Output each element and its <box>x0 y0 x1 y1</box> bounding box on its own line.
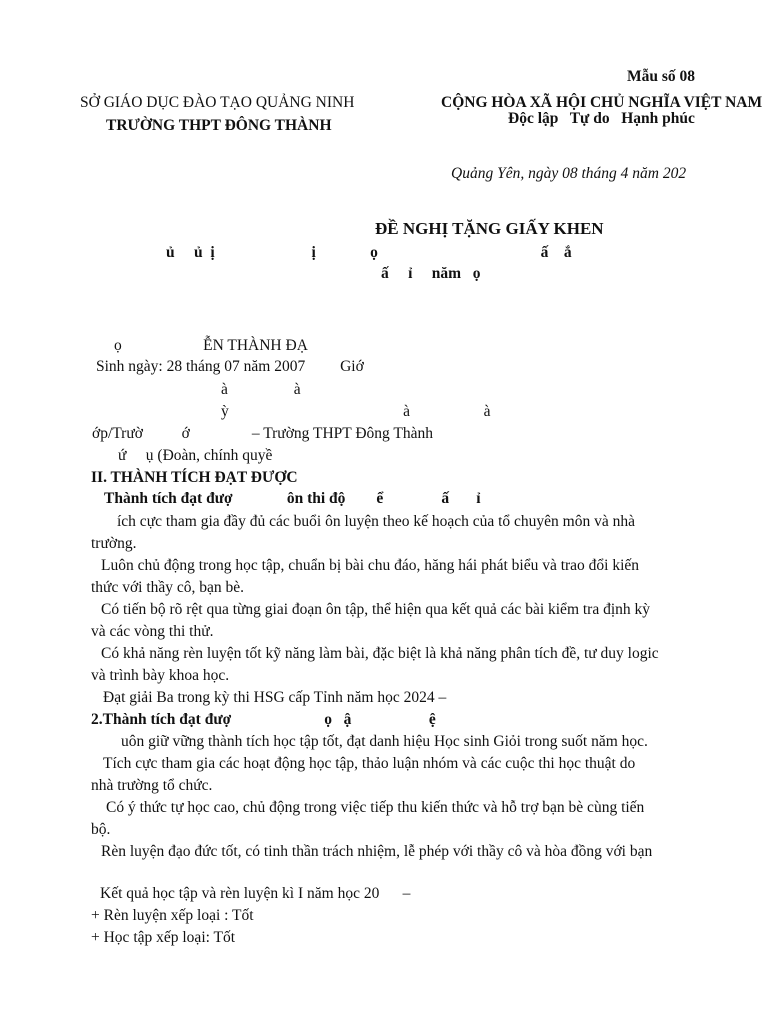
conduct-grade: + Rèn luyện xếp loại : Tốt <box>91 907 254 924</box>
title-subline-1: ủ ủ ị ị ọ ấ ắ <box>166 244 572 261</box>
paragraph-line: Luôn chủ động trong học tập, chuẩn bị bài chu đáo, hăng hái phát biểu và trao đổi kiến <box>101 557 640 574</box>
academic-grade: + Học tập xếp loại: Tốt <box>91 929 236 946</box>
info-line-3: à à <box>221 381 301 398</box>
student-name-line: ọ ỄN THÀNH ĐẠ <box>114 337 308 354</box>
paragraph-line: trường. <box>91 535 137 552</box>
paragraph-line: thức với thầy cô, bạn bè. <box>91 579 245 596</box>
paragraph-line: và trình bày khoa học. <box>91 667 230 684</box>
title-subline-2: ấ ỉ năm ọ <box>381 265 481 282</box>
place-date: Quảng Yên, ngày 08 tháng 4 năm 202 <box>451 165 687 182</box>
form-number: Mẫu số 08 <box>627 68 696 85</box>
paragraph-line: Có khả năng rèn luyện tốt kỹ năng làm bài, đặc biệt là khả năng phân tích đề, tư duy logic <box>101 645 659 662</box>
paragraph-line: Có ý thức tự học cao, chủ động trong việc tiếp thu kiến thức và hỗ trợ bạn bè cùng tiến <box>106 799 645 816</box>
achievements-subheading-2: 2.Thành tích đạt đượ ọ ậ ệ <box>91 711 436 728</box>
paragraph-line: Đạt giải Ba trong kỳ thi HSG cấp Tỉnh năm học 2024 – <box>103 689 447 706</box>
republic-name: CỘNG HÒA XÃ HỘI CHỦ NGHĨA VIỆT NAM <box>441 94 763 111</box>
paragraph-line: Rèn luyện đạo đức tốt, có tinh thần trách nhiệm, lễ phép với thầy cô và hòa đồng với bạn <box>101 843 653 860</box>
results-heading: Kết quả học tập và rèn luyện kì I năm học 20 – <box>100 885 411 902</box>
position-line: ứ ụ (Đoàn, chính quyề <box>118 447 273 464</box>
department-name: SỞ GIÁO DỤC ĐÀO TẠO QUẢNG NINH <box>80 94 355 111</box>
paragraph-line: bộ. <box>91 821 111 838</box>
birth-date-line: Sinh ngày: 28 tháng 07 năm 2007 Giớ <box>96 358 364 375</box>
document-title: ĐỀ NGHỊ TẶNG GIẤY KHEN <box>375 219 604 238</box>
achievements-heading: II. THÀNH TÍCH ĐẠT ĐƯỢC <box>91 469 298 486</box>
class-school-line: ớp/Trườ ớ – Trường THPT Đông Thành <box>92 425 433 442</box>
info-line-4: ỳ à à <box>221 403 491 420</box>
paragraph-line: ích cực tham gia đầy đủ các buổi ôn luyện theo kế hoạch của tổ chuyên môn và nhà <box>117 513 636 530</box>
paragraph-line: Tích cực tham gia các hoạt động học tập, thảo luận nhóm và các cuộc thi học thuật do <box>103 755 636 772</box>
paragraph-line: và các vòng thi thử. <box>91 623 214 640</box>
paragraph-line: nhà trường tổ chức. <box>91 777 213 794</box>
national-motto: Độc lập Tự do Hạnh phúc <box>508 110 695 127</box>
achievements-subheading-1: Thành tích đạt đượ ôn thi độ ể ấ ỉ <box>104 490 481 507</box>
school-name: TRƯỜNG THPT ĐÔNG THÀNH <box>106 117 332 134</box>
paragraph-line: uôn giữ vững thành tích học tập tốt, đạt danh hiệu Học sinh Giỏi trong suốt năm học. <box>121 733 648 750</box>
paragraph-line: Có tiến bộ rõ rệt qua từng giai đoạn ôn tập, thể hiện qua kết quả các bài kiểm tra định kỳ <box>101 601 651 618</box>
